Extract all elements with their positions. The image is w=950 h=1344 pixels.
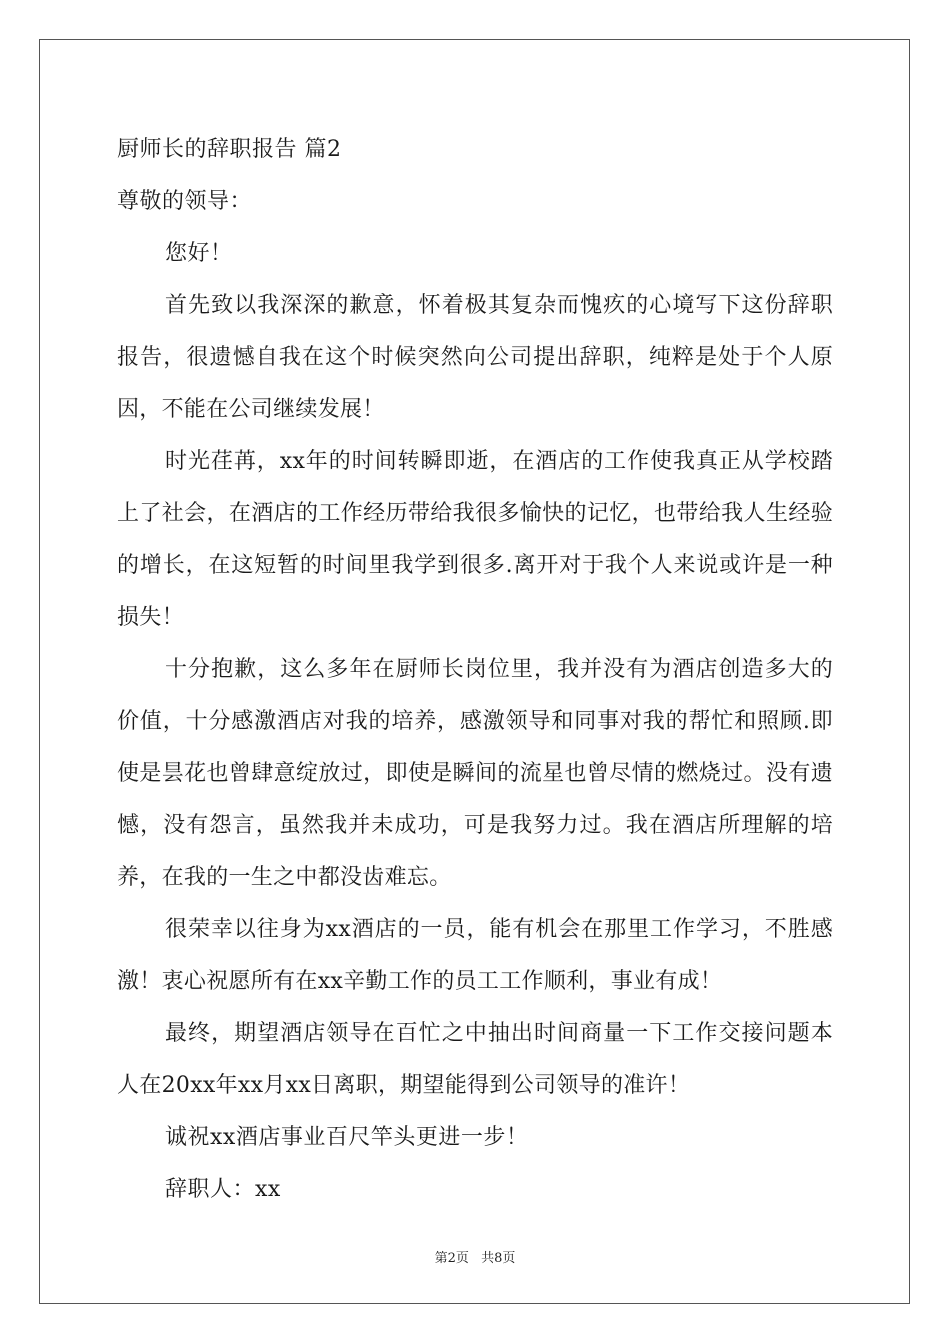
page-number-total: 共8页 — [481, 1251, 516, 1266]
page-number-current: 第2页 — [434, 1251, 469, 1266]
paragraph-gratitude: 十分抱歉，这么多年在厨师长岗位里，我并没有为酒店创造多大的价值，十分感激酒店对我的培养，感激领导和同事对我的帮忙和照顾.即使是昙花也曾肆意绽放过，即使是瞬间的流星也曾尽情的燃烧过。没有遗憾，没有怨言，虽然我并未成功，可是我努力过。我在酒店所理解的培养，在我的一生之中都没齿难忘。 — [117, 657, 833, 890]
paragraph-apology: 首先致以我深深的歉意，怀着极其复杂而愧疚的心境写下这份辞职报告，很遗憾自我在这个时候突然向公司提出辞职，纯粹是处于个人原因，不能在公司继续发展！ — [117, 293, 833, 422]
salutation: 尊敬的领导： — [117, 189, 253, 214]
signature: 辞职人：xx — [165, 1177, 281, 1202]
document-title: 厨师长的辞职报告 篇2 — [117, 137, 342, 162]
page-footer — [0, 1247, 950, 1266]
closing-line: 诚祝xx酒店事业百尺竿头更进一步！ — [165, 1125, 529, 1150]
paragraph-handover: 最终，期望酒店领导在百忙之中抽出时间商量一下工作交接问题本人在20xx年xx月xx日离职，期望能得到公司领导的准许！ — [117, 1021, 833, 1098]
paragraph-experience: 时光荏苒，xx年的时间转瞬即逝，在酒店的工作使我真正从学校踏上了社会，在酒店的工作经历带给我很多愉快的记忆，也带给我人生经验的增长，在这短暂的时间里我学到很多.离开对于我个人来说或许是一种损失！ — [117, 449, 833, 630]
greeting: 您好！ — [165, 241, 233, 266]
paragraph-wishes: 很荣幸以往身为xx酒店的一员，能有机会在那里工作学习，不胜感激！衷心祝愿所有在xx辛勤工作的员工工作顺利，事业有成！ — [117, 917, 833, 994]
document-body — [117, 124, 833, 1216]
